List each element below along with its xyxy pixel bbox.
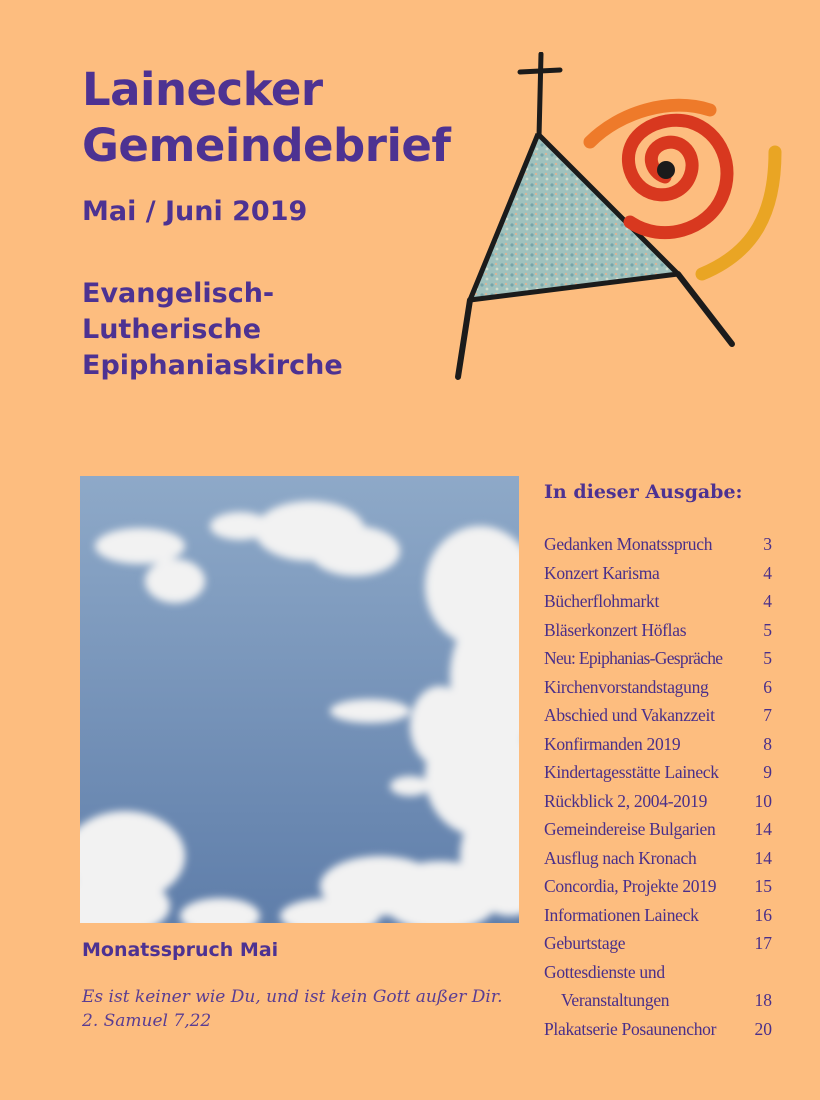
list-item bbox=[544, 644, 772, 673]
sky-clouds-photo bbox=[80, 476, 519, 923]
list-item bbox=[544, 530, 772, 559]
toc-label: Rückblick 2, 2004-2019 bbox=[544, 790, 708, 811]
list-item bbox=[544, 815, 772, 844]
list-item bbox=[544, 929, 772, 958]
toc-page: 14 bbox=[754, 819, 772, 839]
table-of-contents bbox=[544, 530, 772, 1043]
list-item bbox=[544, 559, 772, 588]
cross-vertical bbox=[539, 54, 541, 137]
toc-page: 10 bbox=[754, 790, 772, 811]
toc-label: Neu: Epiphanias-Gespräche bbox=[544, 648, 723, 668]
newsletter-title bbox=[82, 62, 451, 174]
church-triangle-spiral-logo bbox=[440, 52, 790, 392]
toc-page: 5 bbox=[763, 619, 772, 640]
toc-page: 20 bbox=[754, 1018, 772, 1039]
toc-page: 6 bbox=[763, 676, 772, 697]
list-item bbox=[544, 958, 772, 1015]
church-line-2: Lutherische bbox=[82, 314, 262, 345]
motto-title: Monatsspruch Mai bbox=[82, 939, 279, 961]
toc-label: Geburtstage bbox=[544, 933, 626, 953]
list-item bbox=[544, 872, 772, 901]
toc-label: Gottesdienste und bbox=[544, 961, 665, 982]
list-item bbox=[544, 1015, 772, 1044]
list-item bbox=[544, 730, 772, 759]
motto-line-1: Es ist keiner wie Du, und ist kein Gott außer Dir. bbox=[82, 987, 503, 1007]
toc-page: 18 bbox=[754, 990, 772, 1010]
toc-page: 3 bbox=[763, 534, 772, 554]
toc-label: Ausflug nach Kronach bbox=[544, 847, 697, 868]
church-line-1: Evangelisch- bbox=[82, 278, 275, 309]
toc-label-continued: Veranstaltungen bbox=[561, 990, 670, 1010]
toc-label: Kindertagesstätte Laineck bbox=[544, 762, 719, 782]
motto-reference: 2. Samuel 7,22 bbox=[82, 1011, 212, 1031]
toc-label: Konfirmanden 2019 bbox=[544, 733, 681, 754]
toc-page: 9 bbox=[763, 762, 772, 782]
toc-label: Gedanken Monatsspruch bbox=[544, 534, 713, 554]
motto-verse bbox=[82, 985, 502, 1033]
toc-page: 8 bbox=[763, 733, 772, 754]
toc-page: 4 bbox=[763, 562, 772, 583]
toc-wrap-row-1 bbox=[544, 958, 772, 987]
toc-label: Kirchenvorstandstagung bbox=[544, 676, 709, 697]
left-leg bbox=[458, 300, 470, 377]
list-item bbox=[544, 587, 772, 616]
toc-page: 16 bbox=[754, 904, 772, 925]
cross-horizontal bbox=[520, 70, 560, 72]
toc-label: Bläserkonzert Höflas bbox=[544, 619, 687, 640]
toc-page: 15 bbox=[754, 876, 772, 896]
church-name bbox=[82, 276, 343, 384]
list-item bbox=[544, 901, 772, 930]
toc-label: Bücherflohmarkt bbox=[544, 591, 660, 611]
list-item bbox=[544, 701, 772, 730]
title-line-2: Gemeindebrief bbox=[82, 119, 451, 172]
title-line-1: Lainecker bbox=[82, 63, 323, 116]
toc-label: Abschied und Vakanzzeit bbox=[544, 705, 715, 725]
toc-wrap-row-2 bbox=[544, 986, 772, 1015]
toc-page: 4 bbox=[763, 591, 772, 611]
right-leg bbox=[678, 274, 732, 344]
list-item bbox=[544, 758, 772, 787]
list-item bbox=[544, 844, 772, 873]
toc-label: Concordia, Projekte 2019 bbox=[544, 876, 717, 896]
list-item bbox=[544, 787, 772, 816]
list-item bbox=[544, 616, 772, 645]
toc-page: 7 bbox=[763, 705, 772, 725]
toc-page: 14 bbox=[754, 847, 772, 868]
issue-date: Mai / Juni 2019 bbox=[82, 196, 308, 227]
toc-label: Konzert Karisma bbox=[544, 562, 660, 583]
church-line-3: Epiphaniaskirche bbox=[82, 350, 343, 381]
toc-page: 17 bbox=[754, 933, 772, 953]
spiral bbox=[628, 120, 727, 232]
toc-heading: In dieser Ausgabe: bbox=[544, 481, 743, 503]
toc-page: 5 bbox=[763, 648, 772, 668]
toc-label: Plakatserie Posaunenchor bbox=[544, 1018, 717, 1039]
list-item bbox=[544, 673, 772, 702]
toc-label: Gemeindereise Bulgarien bbox=[544, 819, 716, 839]
toc-label: Informationen Laineck bbox=[544, 904, 699, 925]
spiral-center bbox=[657, 161, 675, 179]
